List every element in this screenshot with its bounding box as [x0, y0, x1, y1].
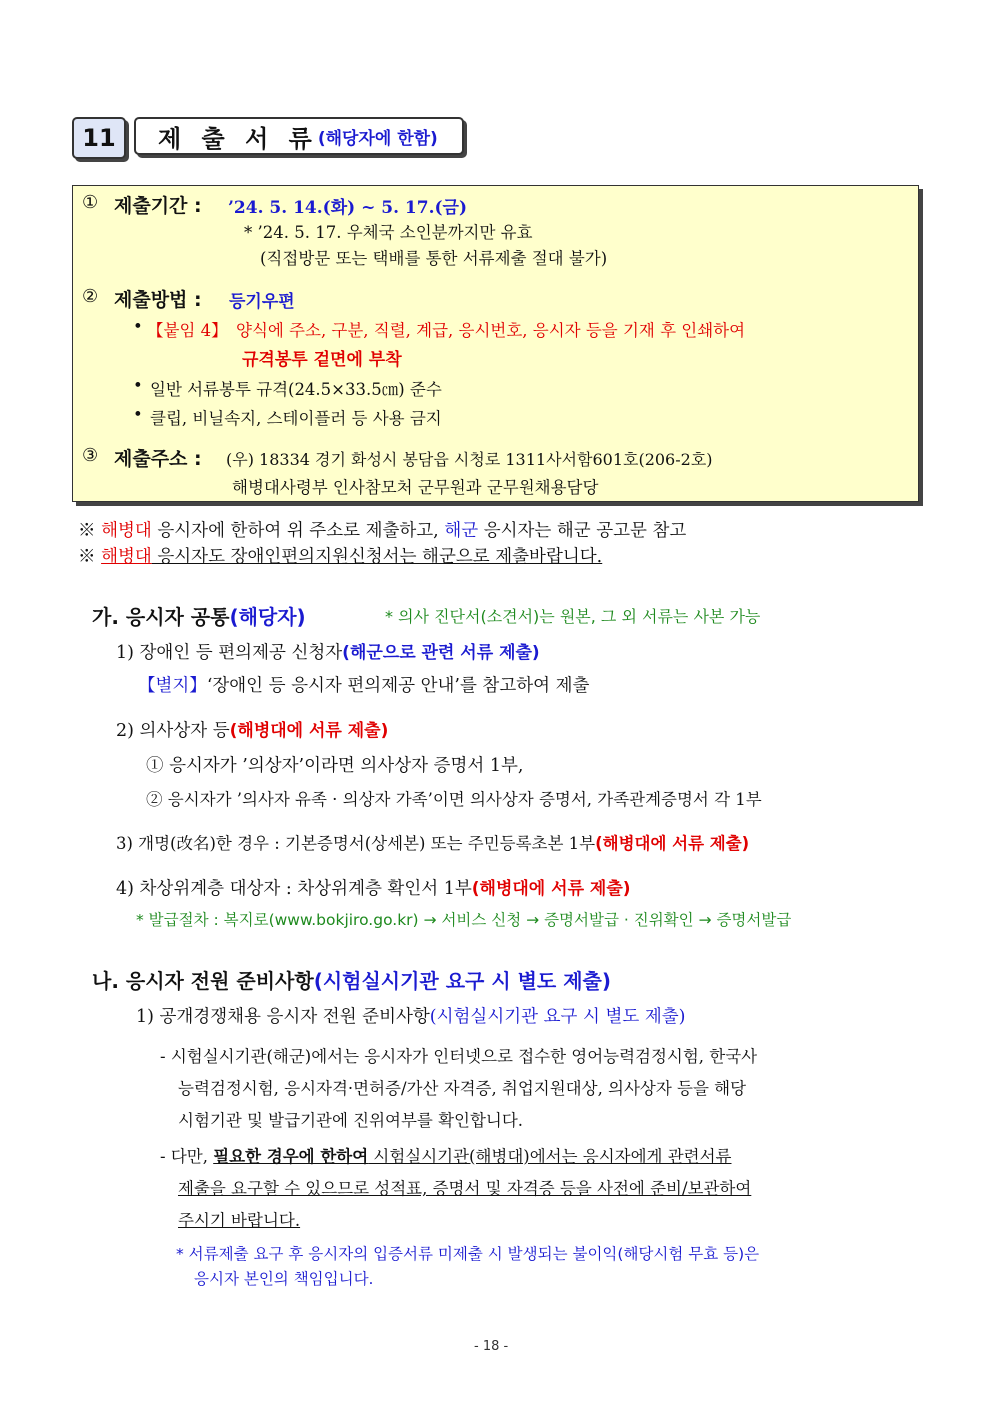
section-b-item1: 1) 공개경쟁채용 응시자 전원 준비사항(시험실시기관 요구 시 별도 제출): [136, 1007, 686, 1027]
item1-note2: (직접방문 또는 택배를 통한 서류제출 절대 불가): [260, 249, 608, 268]
item1-value: ’24. 5. 14.(화) ~ 5. 17.(금): [228, 198, 467, 218]
section-a-item2: 2) 의사상자 등(해병대에 서류 제출): [116, 721, 389, 741]
section-a-item3: 3) 개명(改名)한 경우 : 기본증명서(상세본) 또는 주민등록초본 1부(해병대에 서류 제출): [116, 834, 750, 853]
section-title: 제 출 서 류: [158, 124, 318, 153]
notice-1: ※ 해병대 응시자에 한하여 위 주소로 제출하고, 해군 응시자는 해군 공고문 참고: [78, 521, 687, 541]
section-b-note-line1: * 서류제출 요구 후 응시자의 입증서류 미제출 시 발생되는 불이익(해당시험 무효 등)은: [176, 1245, 760, 1263]
section-a-item1: 1) 장애인 등 편의제공 신청자(해군으로 관련 서류 제출): [116, 643, 540, 663]
item3-value: (우) 18334 경기 화성시 봉담읍 시청로 1311사서함601호(206-2호): [226, 450, 713, 469]
page-number: - 18 -: [474, 1339, 509, 1354]
item3-value2: 해병대사령부 인사참모처 군무원과 군무원채용담당: [232, 478, 599, 497]
notice-2: ※ 해병대 응시자도 장애인편의지원신청서는 해군으로 제출바랍니다.: [78, 547, 603, 567]
item1-note1: * ’24. 5. 17. 우체국 소인분까지만 유효: [244, 223, 533, 242]
section-title-box: [134, 117, 464, 155]
section-b-desc1-line2: 능력검정시험, 응시자격·면허증/가산 자격증, 취업지원대상, 의사상자 등을 해당: [178, 1079, 747, 1098]
bullet-2-text: 일반 서류봉투 규격(24.5×33.5㎝) 준수: [150, 380, 442, 399]
section-b-title: 나. 응시자 전원 준비사항(시험실시기관 요구 시 별도 제출): [92, 969, 611, 993]
bullet-1-tag: 【붙임 4】: [147, 321, 228, 340]
section-b-desc1-line3: 시험기관 및 발급기관에 진위여부를 확인합니다.: [178, 1111, 524, 1130]
bullet-1-text2: 규격봉투 겉면에 부착: [242, 350, 402, 370]
section-a-item1-sub: 【별지】‘장애인 등 응시자 편의제공 안내’를 참고하여 제출: [138, 676, 590, 696]
item1-marker: ①: [82, 192, 99, 213]
item2-value: 등기우편: [229, 292, 295, 312]
section-title-sub: (해당자에 한함): [317, 128, 438, 149]
bullet-3: •: [133, 405, 143, 424]
item3-marker: ③: [82, 445, 99, 466]
section-b-desc2-line1: - 다만, 필요한 경우에 한하여 시험실시기관(해병대)에서는 응시자에게 관련서류: [160, 1147, 732, 1166]
item2-marker: ②: [82, 286, 99, 307]
section-b-desc1-line1: - 시험실시기관(해군)에서는 응시자가 인터넷으로 접수한 영어능력검정시험, 한국사: [160, 1047, 758, 1066]
section-a-item2-c1: ① 응시자가 ’의상자’이라면 의사상자 증명서 1부,: [146, 756, 524, 776]
section-a-note: * 의사 진단서(소견서)는 원본, 그 외 서류는 사본 가능: [385, 607, 761, 626]
section-a-item2-c2: ② 응시자가 ’의사자 유족 · 의상자 가족’이면 의사상자 증명서, 가족관계증명서 각 1부: [146, 790, 762, 809]
bullet-2: •: [133, 376, 143, 395]
section-a-item4: 4) 차상위계층 대상자 : 차상위계층 확인서 1부(해병대에 서류 제출): [116, 879, 631, 899]
bullet-3-text: 클립, 비닐속지, 스테이플러 등 사용 금지: [150, 409, 442, 428]
section-a-item4-note: * 발급절차 : 복지로(www.bokjiro.go.kr) → 서비스 신청 → 증명서발급 · 진위확인 → 증명서발급: [136, 911, 792, 929]
section-b-desc2-line2: 제출을 요구할 수 있으므로 성적표, 증명서 및 자격증 등을 사전에 준비/보관하여: [178, 1179, 752, 1198]
item3-label: 제출주소 :: [114, 448, 202, 470]
bullet-1-text: 양식에 주소, 구분, 직렬, 계급, 응시번호, 응시자 등을 기재 후 인쇄하여: [236, 321, 746, 340]
item2-label: 제출방법 :: [114, 289, 202, 311]
bullet-1: •: [133, 317, 143, 336]
section-number: 11: [72, 117, 126, 159]
section-a-title: 가. 응시자 공통(해당자): [92, 605, 306, 629]
section-b-note-line2: 응시자 본인의 책임입니다.: [194, 1270, 374, 1288]
section-b-desc2-line3: 주시기 바랍니다.: [178, 1211, 301, 1230]
item1-label: 제출기간 :: [114, 195, 202, 217]
